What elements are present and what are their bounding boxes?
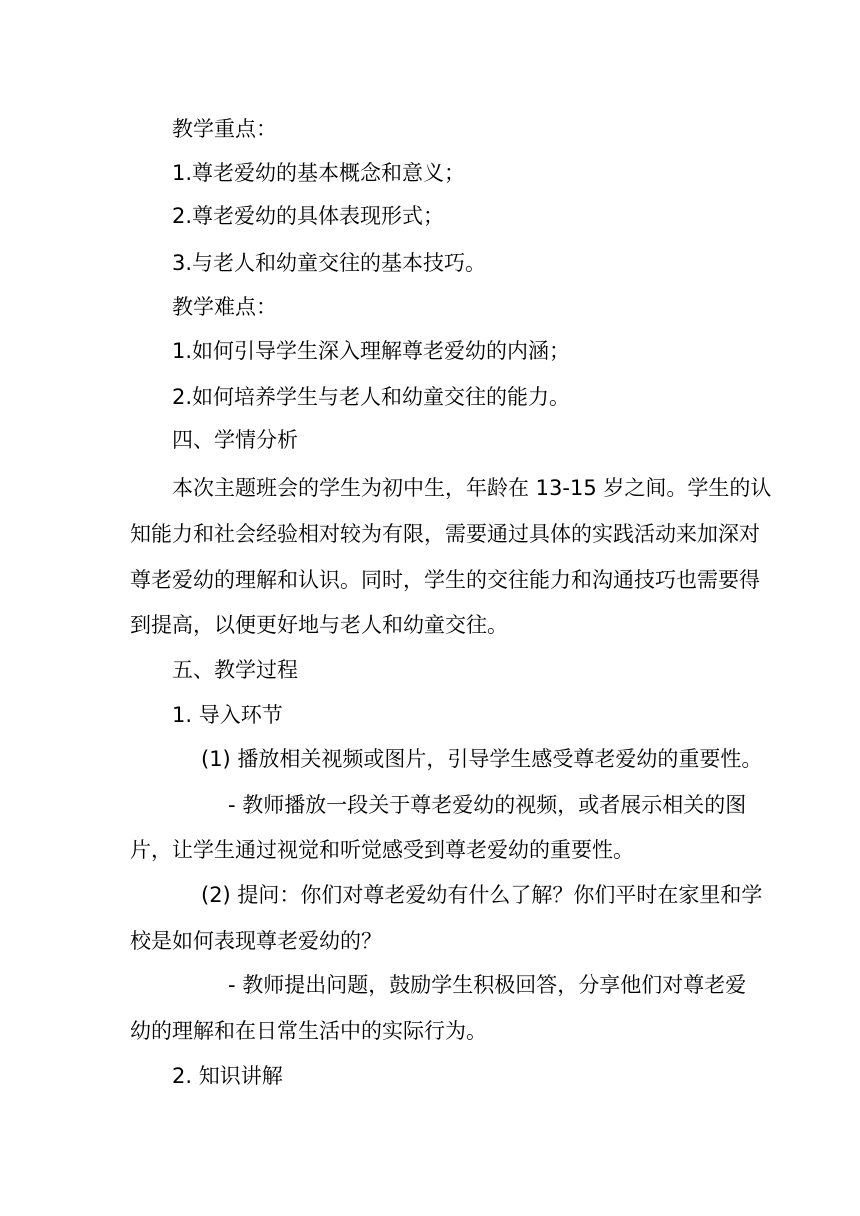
difficulty-item-2: 2.如何培养学生与老人和幼童交往的能力。 <box>172 385 571 409</box>
section-heading-teaching-process: 五、教学过程 <box>172 658 298 682</box>
heading-teaching-focus: 教学重点： <box>172 117 277 141</box>
difficulty-item-1: 1.如何引导学生深入理解尊老爱幼的内涵； <box>172 339 571 363</box>
section-heading-learning-analysis: 四、学情分析 <box>172 428 298 452</box>
paragraph-line: 到提高，以便更好地与老人和幼童交往。 <box>130 613 508 637</box>
step-heading-introduction: 1. 导入环节 <box>172 703 283 727</box>
step-item: (2) 提问：你们对尊老爱幼有什么了解？你们平时在家里和学 <box>201 883 763 907</box>
paragraph-line: 尊老爱幼的理解和认识。同时，学生的交往能力和沟通技巧也需要得 <box>130 568 760 592</box>
step-detail-line: 片，让学生通过视觉和听觉感受到尊老爱幼的重要性。 <box>130 838 634 862</box>
focus-item-3: 3.与老人和幼童交往的基本技巧。 <box>172 251 487 275</box>
paragraph-line: 本次主题班会的学生为初中生，年龄在 13-15 岁之间。学生的认 <box>172 476 772 500</box>
step-detail-line: - 教师提出问题，鼓励学生积极回答，分享他们对尊老爱 <box>228 973 747 997</box>
focus-item-1: 1.尊老爱幼的基本概念和意义； <box>172 161 466 185</box>
step-item-continuation: 校是如何表现尊老爱幼的？ <box>130 929 382 953</box>
paragraph-line: 知能力和社会经验相对较为有限，需要通过具体的实践活动来加深对 <box>130 522 760 546</box>
step-heading-knowledge: 2. 知识讲解 <box>172 1064 283 1088</box>
step-detail-line: - 教师播放一段关于尊老爱幼的视频，或者展示相关的图 <box>228 793 747 817</box>
heading-teaching-difficulty: 教学难点： <box>172 295 277 319</box>
step-detail-line: 幼的理解和在日常生活中的实际行为。 <box>130 1019 487 1043</box>
step-item: (1) 播放相关视频或图片，引导学生感受尊老爱幼的重要性。 <box>201 747 763 771</box>
focus-item-2: 2.尊老爱幼的具体表现形式； <box>172 204 445 228</box>
